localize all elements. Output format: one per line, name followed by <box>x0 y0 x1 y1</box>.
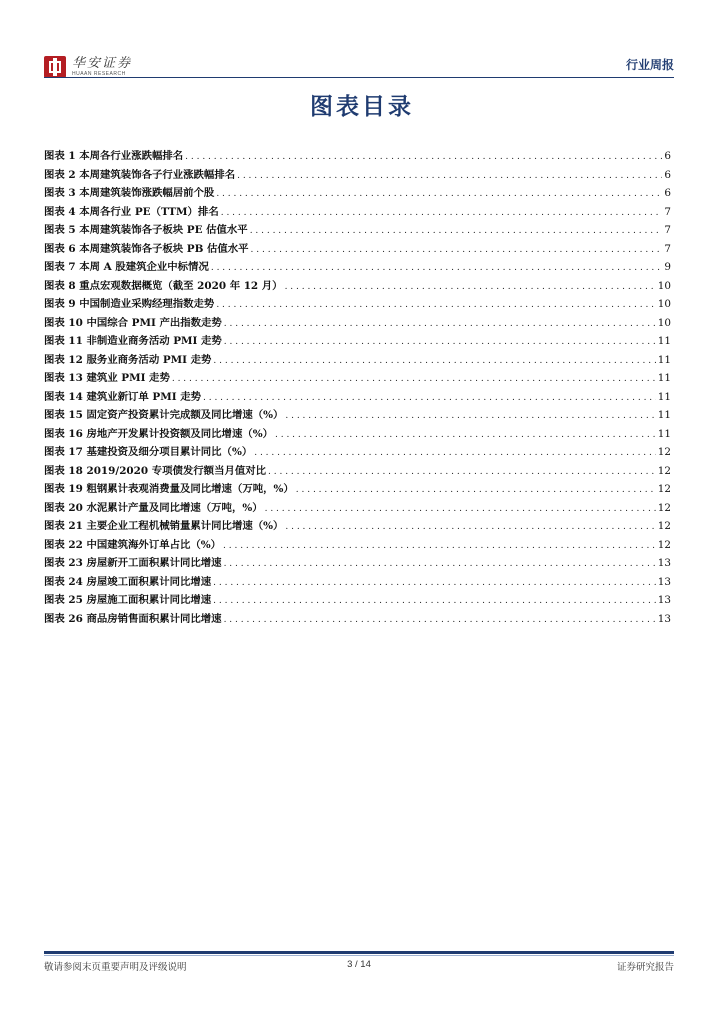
toc-entry-page: 13 <box>657 557 671 569</box>
logo-name-en: HUAAN RESEARCH <box>72 71 126 77</box>
toc-entry-page: 13 <box>657 612 671 625</box>
table-of-figures <box>44 147 671 628</box>
toc-leader-dots <box>213 578 656 588</box>
toc-entry[interactable] <box>44 351 671 370</box>
toc-entry[interactable] <box>44 480 671 499</box>
toc-leader-dots <box>213 356 655 366</box>
toc-leader-dots <box>237 171 662 181</box>
toc-entry-label: 图表 4 本周各行业 PE（TTM）排名 <box>44 205 219 218</box>
report-type: 行业周报 <box>625 58 674 72</box>
logo-text <box>72 57 132 77</box>
toc-entry-label: 图表 24 房屋竣工面积累计同比增速 <box>44 575 212 588</box>
toc-entry-page: 6 <box>664 150 671 162</box>
toc-leader-dots <box>254 448 656 458</box>
toc-entry-page: 11 <box>657 409 671 421</box>
toc-leader-dots <box>268 467 656 477</box>
toc-leader-dots <box>265 504 656 514</box>
toc-entry[interactable] <box>44 240 671 259</box>
toc-entry-page: 13 <box>657 594 671 606</box>
toc-entry-page: 12 <box>657 538 671 551</box>
toc-leader-dots <box>296 485 656 495</box>
toc-entry[interactable] <box>44 203 671 222</box>
toc-leader-dots <box>172 374 656 384</box>
toc-leader-dots <box>221 208 663 218</box>
toc-entry-page: 6 <box>664 168 671 181</box>
toc-entry-page: 7 <box>664 224 671 236</box>
toc-entry-label: 图表 7 本周 A 股建筑企业中标情况 <box>44 261 209 273</box>
toc-entry[interactable] <box>44 554 671 573</box>
toc-entry[interactable] <box>44 443 671 462</box>
toc-entry-page: 7 <box>664 205 671 218</box>
toc-entry-label: 图表 22 中国建筑海外订单占比（%） <box>44 538 222 551</box>
toc-entry-label: 图表 21 主要企业工程机械销量累计同比增速（%） <box>44 520 284 532</box>
toc-entry-label: 图表 5 本周建筑装饰各子板块 PE 估值水平 <box>44 224 248 236</box>
toc-leader-dots <box>285 522 655 532</box>
toc-entry-label: 图表 14 建筑业新订单 PMI 走势 <box>44 390 202 403</box>
toc-leader-dots <box>285 282 656 292</box>
toc-entry-label: 图表 16 房地产开发累计投资额及同比增速（%） <box>44 427 273 440</box>
toc-leader-dots <box>216 189 662 199</box>
toc-entry[interactable] <box>44 610 671 629</box>
toc-entry-page: 7 <box>664 242 671 255</box>
toc-entry-page: 12 <box>657 446 671 458</box>
toc-entry-label: 图表 20 水泥累计产量及同比增速（万吨，%） <box>44 501 263 514</box>
toc-entry[interactable] <box>44 295 671 314</box>
toc-leader-dots <box>285 411 655 421</box>
toc-entry[interactable] <box>44 406 671 425</box>
toc-entry[interactable] <box>44 388 671 407</box>
toc-entry-label: 图表 15 固定资产投资累计完成额及同比增速（%） <box>44 409 284 421</box>
toc-entry-page: 9 <box>664 261 671 273</box>
toc-entry-label: 图表 19 粗钢累计表观消费量及同比增速（万吨，%） <box>44 483 294 495</box>
page-footer <box>44 959 674 975</box>
toc-entry-page: 10 <box>657 279 671 292</box>
toc-entry[interactable] <box>44 591 671 610</box>
toc-entry-page: 11 <box>657 390 671 403</box>
toc-leader-dots <box>203 393 656 403</box>
toc-leader-dots <box>224 337 656 347</box>
toc-entry-label: 图表 25 房屋施工面积累计同比增速 <box>44 594 212 606</box>
toc-entry-page: 13 <box>657 575 671 588</box>
toc-entry-label: 图表 1 本周各行业涨跌幅排名 <box>44 150 184 162</box>
toc-entry-page: 12 <box>657 520 671 532</box>
toc-entry-page: 12 <box>657 501 671 514</box>
toc-entry[interactable] <box>44 573 671 592</box>
toc-leader-dots <box>224 559 656 569</box>
toc-entry[interactable] <box>44 332 671 351</box>
toc-entry[interactable] <box>44 462 671 481</box>
toc-entry-page: 11 <box>657 335 671 347</box>
page-header <box>44 56 674 78</box>
toc-entry-label: 图表 9 中国制造业采购经理指数走势 <box>44 298 215 310</box>
toc-leader-dots <box>185 152 662 162</box>
toc-entry[interactable] <box>44 425 671 444</box>
toc-leader-dots <box>224 615 656 625</box>
toc-entry[interactable] <box>44 369 671 388</box>
toc-entry-page: 11 <box>657 372 671 384</box>
toc-entry-page: 12 <box>657 483 671 495</box>
toc-entry-page: 10 <box>657 316 671 329</box>
toc-entry[interactable] <box>44 258 671 277</box>
toc-entry[interactable] <box>44 166 671 185</box>
toc-entry-page: 11 <box>657 427 671 440</box>
toc-entry-label: 图表 10 中国综合 PMI 产出指数走势 <box>44 316 222 329</box>
toc-entry[interactable] <box>44 517 671 536</box>
header-divider <box>44 77 674 78</box>
toc-leader-dots <box>250 226 663 236</box>
toc-entry[interactable] <box>44 314 671 333</box>
toc-entry-label: 图表 12 服务业商务活动 PMI 走势 <box>44 353 212 366</box>
disclaimer-note: 敬请参阅末页重要声明及评级说明 <box>44 962 187 973</box>
huaan-securities-logo-icon <box>44 56 66 78</box>
toc-entry[interactable] <box>44 184 671 203</box>
toc-title: 图表目录 <box>310 94 414 120</box>
toc-leader-dots <box>211 263 663 273</box>
page-number: 3 / 14 <box>347 959 371 970</box>
toc-entry-label: 图表 13 建筑业 PMI 走势 <box>44 372 170 384</box>
toc-entry-label: 图表 18 2019/2020 专项债发行额当月值对比 <box>44 464 267 477</box>
toc-leader-dots <box>213 596 656 606</box>
toc-entry-page: 6 <box>664 187 671 199</box>
toc-entry[interactable] <box>44 147 671 166</box>
toc-entry[interactable] <box>44 277 671 296</box>
toc-entry-label: 图表 3 本周建筑装饰涨跌幅居前个股 <box>44 187 215 199</box>
toc-entry-label: 图表 2 本周建筑装饰各子行业涨跌幅排名 <box>44 168 236 181</box>
toc-entry-label: 图表 6 本周建筑装饰各子板块 PB 估值水平 <box>44 242 249 255</box>
toc-entry-label: 图表 17 基建投资及细分项目累计同比（%） <box>44 446 253 458</box>
toc-entry-page: 10 <box>657 298 671 310</box>
footer-divider <box>44 951 674 954</box>
toc-leader-dots <box>275 430 656 440</box>
toc-entry-label: 图表 11 非制造业商务活动 PMI 走势 <box>44 335 222 347</box>
toc-entry-label: 图表 23 房屋新开工面积累计同比增速 <box>44 557 222 569</box>
toc-leader-dots <box>223 541 656 551</box>
toc-leader-dots <box>224 319 656 329</box>
document-type: 证券研究报告 <box>616 962 674 973</box>
toc-entry-label: 图表 26 商品房销售面积累计同比增速 <box>44 612 222 625</box>
toc-leader-dots <box>251 245 663 255</box>
toc-entry[interactable] <box>44 221 671 240</box>
logo-name-cn: 华安证券 <box>72 56 133 71</box>
toc-entry[interactable] <box>44 536 671 555</box>
toc-entry[interactable] <box>44 499 671 518</box>
toc-entry-page: 12 <box>657 464 671 477</box>
toc-entry-label: 图表 8 重点宏观数据概览（截至 2020 年 12 月） <box>44 279 283 292</box>
toc-entry-page: 11 <box>657 353 671 366</box>
toc-leader-dots <box>216 300 655 310</box>
